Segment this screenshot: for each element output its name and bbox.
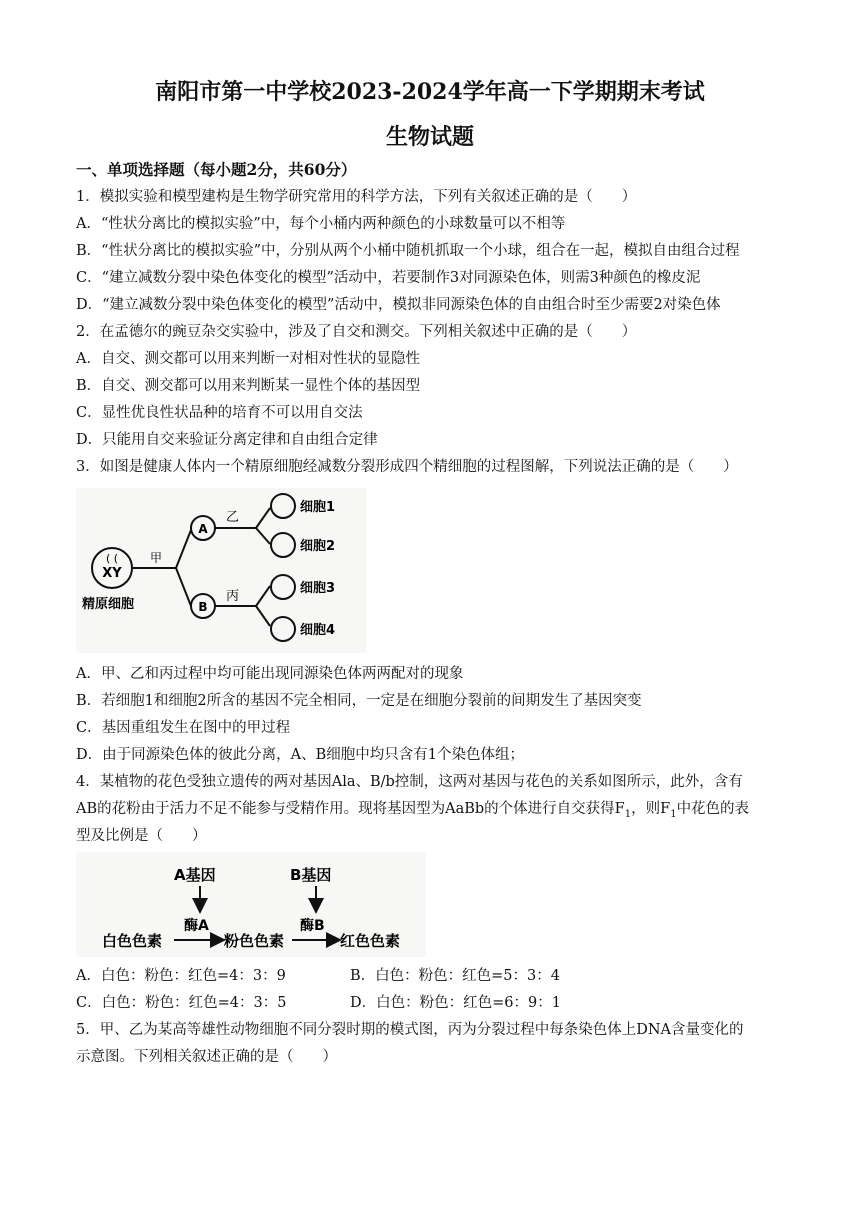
pink-pigment-label: 粉色色素	[224, 932, 285, 950]
q3-option-a: A．甲、乙和丙过程中均可能出现同源染色体两两配对的现象	[76, 666, 464, 682]
white-pigment-label: 白色色素	[102, 932, 163, 950]
nucleus-label: XY	[102, 566, 122, 581]
q3-option-b: B．若细胞1和细胞2所含的基因不完全相同，一定是在细胞分裂前的间期发生了基因突变	[76, 693, 642, 709]
enzyme-a-label: 酶A	[184, 918, 209, 934]
q3-option-c: C．基因重组发生在图中的甲过程	[76, 720, 291, 736]
step-jia-label: 甲	[150, 551, 163, 565]
cell-4-label: 细胞4	[300, 623, 336, 638]
gene-a-label: A基因	[174, 866, 216, 884]
q1-option-a: A．“性状分离比的模拟实验”中，每个小桶内两种颜色的小球数量可以不相等	[76, 216, 566, 232]
q4-stem-line2: AB的花粉由于活力不足不能参与受精作用。现将基因型为AaBb的个体进行自交获得$F_1$，则$F_1$中花色的表	[76, 801, 750, 820]
q3-option-d: D．由于同源染色体的彼此分离，A、B细胞中均只含有1个染色体组；	[76, 747, 524, 763]
q4-option-d: D．白色：粉色：红色=6：9：1	[350, 995, 561, 1011]
q4-stem-line1: 4．某植物的花色受独立遗传的两对基因Ala、B/b控制，这两对基因与花色的关系如图所示，此外，含有	[76, 774, 743, 790]
q2-option-b: B．自交、测交都可以用来判断某一显性个体的基因型	[76, 378, 421, 394]
q2-option-a: A．自交、测交都可以用来判断一对相对性状的显隐性	[76, 351, 420, 367]
gene-b-label: B基因	[290, 866, 332, 884]
cell-1-label: 细胞1	[300, 500, 336, 515]
flower-color-pathway	[76, 852, 426, 957]
svg-text:( (: ( (	[105, 552, 119, 565]
q2-option-c: C．显性优良性状品种的培育不可以用自交法	[76, 405, 363, 421]
q1-option-b: B．“性状分离比的模拟实验”中，分别从两个小桶中随机抓取一个小球，组合在一起，模拟自由组合过程	[76, 243, 740, 259]
exam-subtitle: 生物试题	[385, 124, 474, 150]
q2-option-d: D．只能用自交来验证分离定律和自由组合定律	[76, 432, 378, 448]
step-yi-label: 乙	[226, 510, 240, 525]
q1-stem: 1．模拟实验和模型建构是生物学研究常用的科学方法，下列有关叙述正确的是（ ）	[76, 189, 637, 205]
q4-option-a: A．白色：粉色：红色=4：3：9	[76, 968, 286, 984]
red-pigment-label: 红色色素	[340, 932, 401, 950]
q2-stem: 2．在孟德尔的豌豆杂交实验中，涉及了自交和测交。下列相关叙述中正确的是（ ）	[76, 324, 637, 340]
q5-stem-line2: 示意图。下列相关叙述正确的是（ ）	[76, 1049, 337, 1065]
q1-option-d: D．“建立减数分裂中染色体变化的模型”活动中，模拟非同源染色体的自由组合时至少需要2对染色体	[76, 297, 721, 313]
q4-stem-line3: 型及比例是（ ）	[76, 828, 207, 844]
cell-a-label: A	[198, 522, 208, 536]
cell-3-label: 细胞3	[300, 581, 336, 596]
q4-option-b: B．白色：粉色：红色=5：3：4	[350, 968, 560, 984]
q4-option-c: C．白色：粉色：红色=4：3：5	[76, 995, 287, 1011]
q1-option-c: C．“建立减数分裂中染色体变化的模型”活动中，若要制作3对同源染色体，则需3种颜色的橡皮泥	[76, 270, 701, 286]
meiosis-diagram	[76, 488, 366, 653]
exam-title: 南阳市第一中学校2023-2024学年高一下学期期末考试	[155, 79, 705, 105]
step-bing-label: 丙	[226, 589, 240, 604]
cell-b-label: B	[198, 600, 208, 614]
q3-stem: 3．如图是健康人体内一个精原细胞经减数分裂形成四个精细胞的过程图解，下列说法正确的是（ ）	[76, 459, 738, 475]
spermatogonium-label: 精原细胞	[82, 597, 135, 612]
cell-2-label: 细胞2	[300, 539, 336, 554]
q5-stem-line1: 5．甲、乙为某高等雄性动物细胞不同分裂时期的模式图，丙为分裂过程中每条染色体上DNA含量变化的	[76, 1022, 744, 1038]
section-heading: 一、单项选择题（每小题2分，共60分）	[76, 160, 357, 179]
enzyme-b-label: 酶B	[300, 918, 325, 934]
